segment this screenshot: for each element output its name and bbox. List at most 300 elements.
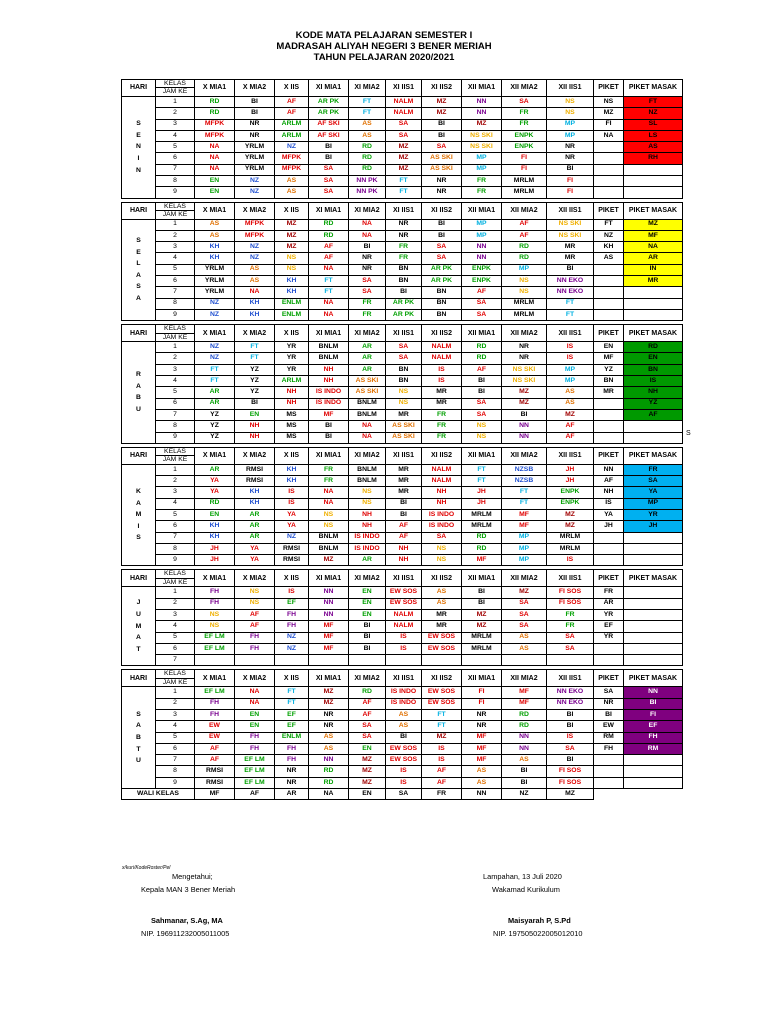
class-header: XII IIS1 (547, 325, 594, 342)
subject-code: YRLM (195, 287, 235, 298)
subject-code: EW SOS (422, 643, 462, 654)
day-name (122, 687, 156, 789)
class-header: X MIA1 (195, 325, 235, 342)
class-header: XII MIA1 (462, 202, 502, 219)
jam-ke: 6 (156, 153, 195, 164)
subject-code: NH (275, 398, 309, 409)
subject-code: SA (547, 643, 594, 654)
subject-code: SA (502, 598, 547, 609)
subject-code: FI SOS (547, 598, 594, 609)
subject-code: BNLM (309, 532, 349, 543)
kelas-label: KELAS (156, 325, 194, 333)
jam-ke: 1 (156, 342, 195, 353)
subject-code: NH (309, 376, 349, 387)
jam-ke: 8 (156, 298, 195, 309)
subject-code: RD (195, 498, 235, 509)
subject-code: IS (547, 353, 594, 364)
class-header: X IIS (275, 325, 309, 342)
subject-code: MF (462, 755, 502, 766)
subject-code: FT (386, 187, 422, 198)
class-header: X MIA1 (195, 202, 235, 219)
title-line-2: MADRASAH ALIYAH NEGERI 3 BENER MERIAH (276, 41, 492, 52)
subject-code: BI (349, 621, 386, 632)
jam-ke: 3 (156, 119, 195, 130)
subject-code: AF (195, 755, 235, 766)
schedule-row (122, 509, 683, 520)
subject-code: MZ (349, 755, 386, 766)
subject-code: RMSI (195, 777, 235, 788)
day-letter: M (135, 511, 142, 519)
jam-ke: 8 (156, 543, 195, 554)
subject-code: FI SOS (547, 766, 594, 777)
subject-code: FI (502, 164, 547, 175)
subject-code: RD (502, 242, 547, 253)
subject-code: AF SKI (309, 130, 349, 141)
subject-code: SA (422, 142, 462, 153)
subject-code: NZ (195, 353, 235, 364)
subject-code: EF LM (235, 766, 275, 777)
piket-masak-cell (624, 298, 683, 309)
subject-code: RD (462, 532, 502, 543)
subject-code: SA (422, 532, 462, 543)
class-header: XI MIA1 (309, 202, 349, 219)
jam-ke: 4 (156, 376, 195, 387)
subject-code: RD (309, 766, 349, 777)
subject-code: FH (275, 621, 309, 632)
piket-cell (594, 264, 624, 275)
subject-code: NN EKO (547, 287, 594, 298)
subject-code: MR (547, 253, 594, 264)
subject-code: KH (235, 487, 275, 498)
subject-code: MF (309, 621, 349, 632)
subject-code: MZ (309, 698, 349, 709)
class-header: XI MIA2 (349, 202, 386, 219)
day-letter: A (136, 295, 141, 303)
jam-ke: 8 (156, 176, 195, 187)
subject-code: MR (386, 476, 422, 487)
day-name (122, 587, 156, 666)
subject-code: MZ (386, 153, 422, 164)
subject-code: EW (195, 721, 235, 732)
day-header-row (122, 202, 683, 219)
subject-code: NS (386, 387, 422, 398)
subject-code: AR (349, 555, 386, 566)
subject-code: AR PK (422, 264, 462, 275)
subject-code: AS (235, 276, 275, 287)
piket-masak-cell: BN (624, 364, 683, 375)
day-letter: I (137, 155, 140, 163)
subject-code: MZ (275, 230, 309, 241)
subject-code: MZ (386, 142, 422, 153)
piket-masak-cell (624, 309, 683, 320)
subject-code: BI (422, 119, 462, 130)
subject-code: NS (502, 287, 547, 298)
hari-header: HARI (122, 80, 156, 97)
piket-cell: YR (594, 632, 624, 643)
piket-cell (594, 421, 624, 432)
schedule-row (122, 432, 683, 443)
schedule-row (122, 398, 683, 409)
subject-code: MF (502, 521, 547, 532)
subject-code: NA (235, 698, 275, 709)
subject-code (547, 655, 594, 666)
subject-code: IS (275, 498, 309, 509)
jam-ke: 7 (156, 532, 195, 543)
piket-masak-cell (624, 632, 683, 643)
subject-code: BN (386, 276, 422, 287)
schedule-row (122, 766, 683, 777)
subject-code: BI (547, 264, 594, 275)
subject-code: EW SOS (422, 687, 462, 698)
schedule-row (122, 687, 683, 698)
subject-code: EN (235, 409, 275, 420)
subject-code: YZ (235, 364, 275, 375)
subject-code: NZ (195, 309, 235, 320)
piket-cell: MR (594, 387, 624, 398)
class-header: XII MIA1 (462, 325, 502, 342)
day-letter: N (136, 166, 141, 174)
subject-code: MRLM (462, 632, 502, 643)
subject-code: NR (275, 777, 309, 788)
schedule-row (122, 732, 683, 743)
subject-code: BI (349, 643, 386, 654)
class-header: XII MIA2 (502, 325, 547, 342)
piket-masak-cell: YA (624, 487, 683, 498)
subject-code: NN PK (349, 187, 386, 198)
subject-code: NR (349, 264, 386, 275)
piket-cell: FR (594, 587, 624, 598)
subject-code: FT (547, 298, 594, 309)
subject-code (195, 655, 235, 666)
class-header: XI MIA1 (309, 80, 349, 97)
piket-masak-cell (624, 555, 683, 566)
day-letter: S (136, 710, 141, 718)
subject-code: ENPK (547, 498, 594, 509)
subject-code: BI (309, 153, 349, 164)
subject-code: MZ (349, 777, 386, 788)
subject-code: MF (502, 698, 547, 709)
wali-kelas-row (122, 789, 683, 800)
schedule-row (122, 609, 683, 620)
subject-code: RD (462, 342, 502, 353)
subject-code: SA (462, 398, 502, 409)
subject-code: IS (422, 364, 462, 375)
class-header: X IIS (275, 570, 309, 587)
class-header: XII MIA2 (502, 670, 547, 687)
piket-cell (594, 276, 624, 287)
schedule-row (122, 387, 683, 398)
subject-code: IS (386, 643, 422, 654)
subject-code: BN (386, 264, 422, 275)
subject-code: NALM (422, 353, 462, 364)
piket-masak-header: PIKET MASAK (624, 325, 683, 342)
day-letter: A (136, 499, 141, 507)
subject-code: AS (309, 732, 349, 743)
subject-code: NA (349, 432, 386, 443)
subject-code: IS INDO (386, 698, 422, 709)
subject-code: NA (195, 142, 235, 153)
class-header: X IIS (275, 447, 309, 464)
subject-code: NALM (386, 621, 422, 632)
class-header: XII IIS1 (547, 80, 594, 97)
wali-kelas-value: EN (349, 789, 386, 800)
subject-code: FT (309, 276, 349, 287)
day-letter: T (136, 645, 141, 653)
subject-code: JH (547, 464, 594, 475)
piket-cell: KH (594, 242, 624, 253)
schedule-row (122, 587, 683, 598)
subject-code: IS (386, 777, 422, 788)
subject-code: NN (502, 732, 547, 743)
subject-code: FT (547, 309, 594, 320)
subject-code: NR (386, 230, 422, 241)
subject-code: NA (235, 287, 275, 298)
subject-code: NR (386, 219, 422, 230)
subject-code: NR (502, 342, 547, 353)
day-letter: S (136, 283, 141, 291)
piket-masak-cell: AR (624, 253, 683, 264)
piket-cell (594, 142, 624, 153)
subject-code: FI SOS (547, 777, 594, 788)
jam-ke: 5 (156, 142, 195, 153)
subject-code: AF (547, 432, 594, 443)
piket-masak-cell (624, 777, 683, 788)
subject-code: MR (422, 621, 462, 632)
subject-code: AS (422, 587, 462, 598)
subject-code: RMSI (275, 543, 309, 554)
subject-code: AF (386, 521, 422, 532)
subject-code: RD (502, 709, 547, 720)
subject-code: IS INDO (309, 398, 349, 409)
subject-code: JH (462, 498, 502, 509)
subject-code: BI (349, 242, 386, 253)
subject-code: FH (235, 643, 275, 654)
subject-code: FT (462, 476, 502, 487)
piket-cell (594, 287, 624, 298)
class-header: XII IIS1 (547, 570, 594, 587)
hari-header: HARI (122, 570, 156, 587)
day-header-row (122, 80, 683, 97)
piket-cell: NZ (594, 230, 624, 241)
subject-code: FI (547, 187, 594, 198)
subject-code: MZ (502, 387, 547, 398)
subject-code: FT (235, 353, 275, 364)
subject-code: NS (547, 108, 594, 119)
subject-code: AS (462, 766, 502, 777)
subject-code: FH (235, 632, 275, 643)
piket-cell: EW (594, 721, 624, 732)
subject-code: MP (502, 555, 547, 566)
subject-code: BI (235, 96, 275, 107)
subject-code: MP (502, 543, 547, 554)
subject-code: RD (462, 543, 502, 554)
footer-kepala-nip: NIP. 196911232005011005 (141, 929, 230, 938)
subject-code: MF (309, 632, 349, 643)
subject-code: SA (386, 119, 422, 130)
subject-code: RMSI (275, 555, 309, 566)
subject-code: BNLM (309, 353, 349, 364)
subject-code (235, 655, 275, 666)
class-header: XII MIA1 (462, 447, 502, 464)
class-header: X MIA1 (195, 670, 235, 687)
subject-code: FR (422, 421, 462, 432)
kelas-label: KELAS (156, 203, 194, 211)
subject-code: EW SOS (422, 632, 462, 643)
subject-code: FI (502, 153, 547, 164)
piket-cell: RM (594, 732, 624, 743)
subject-code: MR (386, 409, 422, 420)
subject-code: NS (349, 487, 386, 498)
subject-code: AF (275, 96, 309, 107)
subject-code: AS (502, 755, 547, 766)
schedule-row (122, 264, 683, 275)
subject-code: FR (309, 476, 349, 487)
subject-code: NN (502, 421, 547, 432)
day-header-row (122, 670, 683, 687)
subject-code: FI (462, 698, 502, 709)
subject-code: AF (235, 609, 275, 620)
subject-code: EF LM (235, 755, 275, 766)
subject-code: FT (349, 96, 386, 107)
subject-code: AR PK (309, 108, 349, 119)
subject-code: RMSI (235, 476, 275, 487)
class-header: X MIA2 (235, 670, 275, 687)
schedule-row (122, 643, 683, 654)
empty-cell (624, 789, 683, 800)
subject-code: AS SKI (349, 376, 386, 387)
subject-code: SA (386, 353, 422, 364)
subject-code: SA (309, 176, 349, 187)
subject-code: BNLM (349, 476, 386, 487)
subject-code: SA (462, 309, 502, 320)
subject-code: AS (275, 176, 309, 187)
class-header: XI MIA1 (309, 670, 349, 687)
subject-code: JH (195, 543, 235, 554)
subject-code: RD (195, 108, 235, 119)
subject-code: BN (422, 309, 462, 320)
jam-ke: 4 (156, 253, 195, 264)
subject-code: AR PK (309, 96, 349, 107)
subject-code: FH (275, 755, 309, 766)
class-header: X IIS (275, 80, 309, 97)
subject-code: NR (502, 353, 547, 364)
subject-code: NZSB (502, 476, 547, 487)
piket-masak-cell: SL (624, 119, 683, 130)
jam-ke: 4 (156, 721, 195, 732)
subject-code: BI (462, 587, 502, 598)
subject-code: FT (275, 687, 309, 698)
jam-ke: 7 (156, 755, 195, 766)
piket-cell (594, 643, 624, 654)
subject-code (309, 655, 349, 666)
subject-code: EW SOS (386, 598, 422, 609)
class-header: XI IIS2 (422, 670, 462, 687)
subject-code: MZ (547, 521, 594, 532)
jam-ke: 9 (156, 555, 195, 566)
subject-code: FR (349, 309, 386, 320)
footer-wakamad-name: Maisyarah P, S.Pd (508, 916, 571, 925)
subject-code: MRLM (502, 176, 547, 187)
subject-code: MP (462, 153, 502, 164)
subject-code: NALM (386, 108, 422, 119)
piket-cell (594, 309, 624, 320)
subject-code: NN EKO (547, 698, 594, 709)
day-letter: M (135, 622, 142, 630)
jam-ke: 7 (156, 164, 195, 175)
piket-cell: BN (594, 376, 624, 387)
subject-code: MZ (422, 108, 462, 119)
subject-code: FH (195, 709, 235, 720)
piket-cell: NA (594, 130, 624, 141)
subject-code: KH (195, 521, 235, 532)
subject-code: NH (235, 432, 275, 443)
schedule-row (122, 219, 683, 230)
subject-code: RD (349, 153, 386, 164)
subject-code: BI (547, 709, 594, 720)
subject-code: YZ (235, 387, 275, 398)
piket-header: PIKET (594, 570, 624, 587)
piket-cell: AS (594, 253, 624, 264)
subject-code: MZ (462, 119, 502, 130)
subject-code: SA (349, 732, 386, 743)
piket-cell (594, 432, 624, 443)
class-header: XI MIA2 (349, 570, 386, 587)
day-letter: K (136, 488, 141, 496)
subject-code (349, 655, 386, 666)
subject-code: IS (386, 766, 422, 777)
subject-code: YZ (235, 376, 275, 387)
subject-code: FR (547, 621, 594, 632)
piket-header: PIKET (594, 447, 624, 464)
subject-code: NS (195, 621, 235, 632)
subject-code: YA (195, 487, 235, 498)
piket-masak-cell: JH (624, 521, 683, 532)
piket-cell: FH (594, 743, 624, 754)
subject-code: SA (547, 743, 594, 754)
subject-code: IS INDO (422, 509, 462, 520)
piket-cell (594, 187, 624, 198)
piket-masak-cell: EN (624, 353, 683, 364)
subject-code: AS (422, 598, 462, 609)
piket-cell: EF (594, 621, 624, 632)
subject-code: MRLM (502, 298, 547, 309)
kelas-jam-header (156, 670, 195, 687)
piket-header: PIKET (594, 670, 624, 687)
subject-code: BI (235, 398, 275, 409)
subject-code: NALM (422, 464, 462, 475)
day-letter: I (137, 522, 140, 530)
piket-cell (594, 655, 624, 666)
subject-code: YRLM (195, 276, 235, 287)
subject-code: KH (195, 253, 235, 264)
subject-code: MZ (502, 587, 547, 598)
subject-code: AF (422, 777, 462, 788)
schedule-row (122, 721, 683, 732)
subject-code: KH (235, 498, 275, 509)
subject-code: FT (422, 721, 462, 732)
piket-cell (594, 409, 624, 420)
class-header: XI IIS1 (386, 570, 422, 587)
subject-code: BI (386, 287, 422, 298)
piket-cell (594, 766, 624, 777)
subject-code: AF (309, 253, 349, 264)
subject-code: NA (309, 498, 349, 509)
hari-header: HARI (122, 325, 156, 342)
subject-code: YZ (195, 409, 235, 420)
subject-code: FT (502, 498, 547, 509)
subject-code: KH (235, 309, 275, 320)
subject-code: MFPK (195, 119, 235, 130)
